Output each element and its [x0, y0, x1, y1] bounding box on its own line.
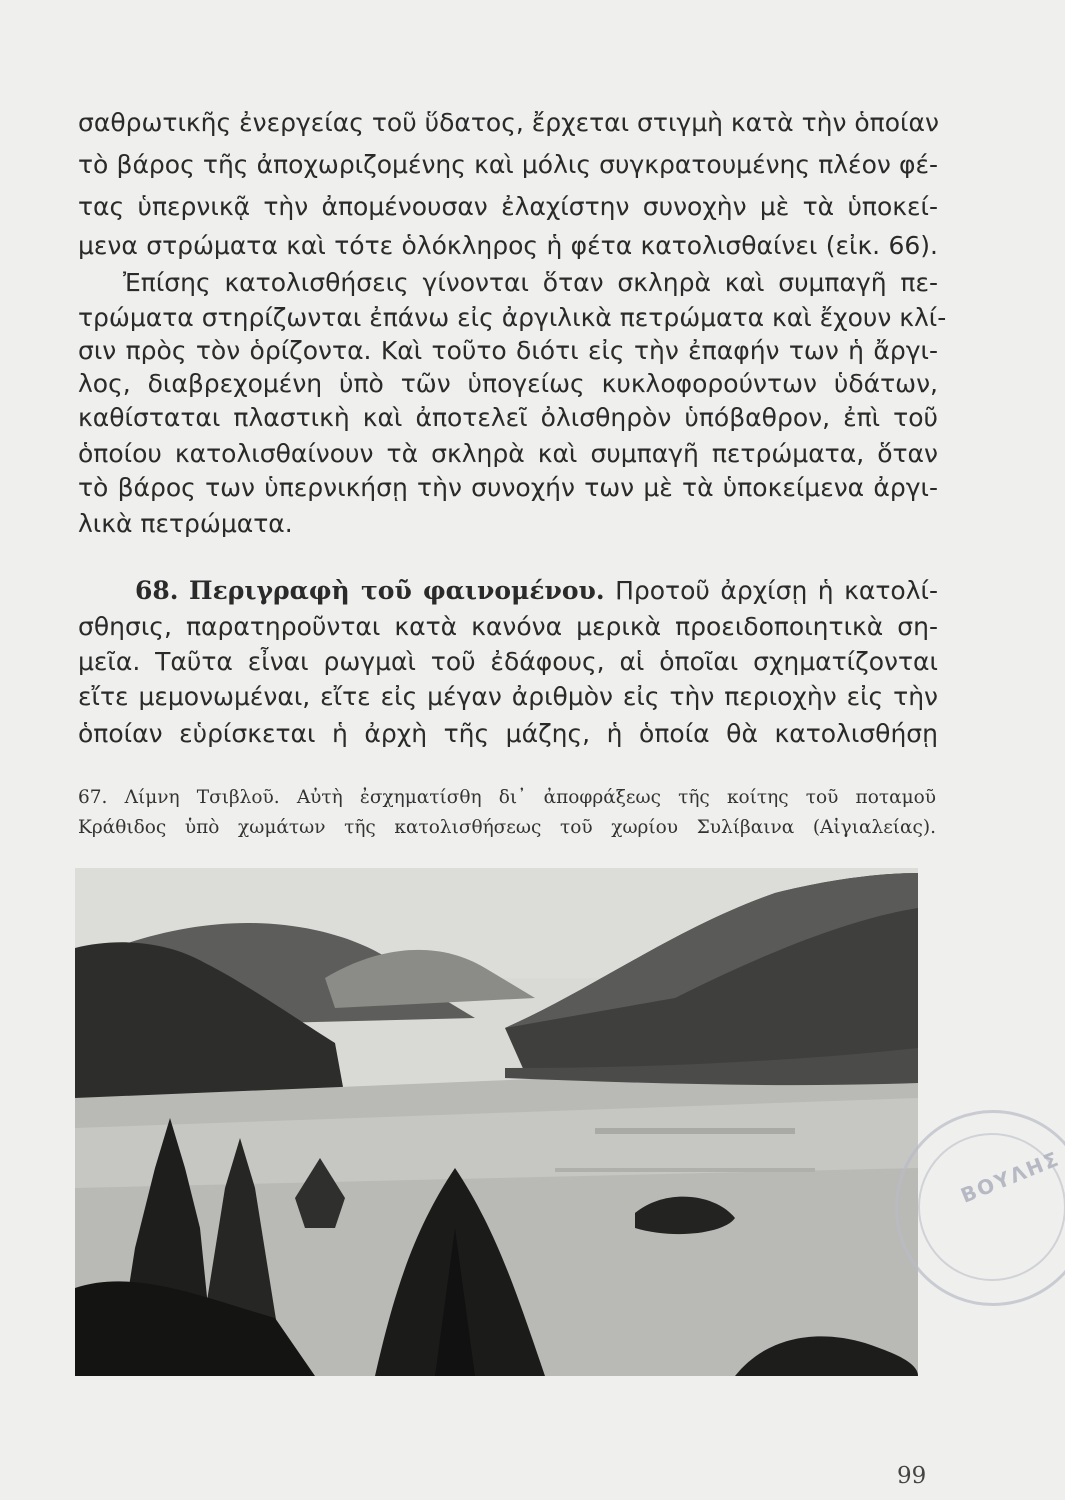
section-heading	[135, 575, 938, 607]
text-line: τας ὑπερνικᾷ τὴν ἀπομένουσαν ἐλαχίστην συνοχὴν μὲ τὰ ὑποκεί-	[78, 192, 938, 221]
text-line: τὸ βάρος των ὑπερνικήσῃ τὴν συνοχήν των μὲ τὰ ὑποκείμενα ἀργι-	[78, 473, 938, 502]
text-line: λος, διαβρεχομένη ὑπὸ τῶν ὑπογείως κυκλοφορούντων ὑδάτων,	[78, 369, 938, 398]
figure-caption-line: 67. Λίμνη Τσιβλοῦ. Αὐτὴ ἐσχηματίσθη δι᾽ ἀποφράξεως τῆς κοίτης τοῦ ποταμοῦ	[78, 787, 936, 808]
text-line: ὁποίου κατολισθαίνουν τὰ σκληρὰ καὶ συμπαγῆ πετρώματα, ὅταν	[78, 439, 938, 468]
text-line: σαθρωτικῆς ἐνεργείας τοῦ ὕδατος, ἔρχεται στιγμὴ κατὰ τὴν ὁποίαν	[78, 108, 939, 137]
text-line: Ἐπίσης κατολισθήσεις γίνονται ὅταν σκληρὰ καὶ συμπαγῆ πε-	[123, 268, 938, 297]
section-title: Περιγραφὴ τοῦ φαινομένου.	[189, 576, 605, 605]
stamp-text: ΒΟΥΛΗΣ	[957, 1146, 1064, 1208]
text-line: σθησις, παρατηροῦνται κατὰ κανόνα μερικὰ προειδοποιητικὰ ση-	[78, 612, 938, 641]
lake-landscape-image	[75, 868, 918, 1376]
text-line: σιν πρὸς τὸν ὁρίζοντα. Καὶ τοῦτο διότι εἰς τὴν ἐπαφήν των ἡ ἄργι-	[78, 336, 938, 365]
library-stamp	[895, 1110, 1065, 1306]
text-line: ὁποίαν εὑρίσκεται ἡ ἀρχὴ τῆς μάζης, ἡ ὁποία θὰ κατολισθήσῃ	[78, 719, 938, 748]
text-line: τρώματα στηρίζωνται ἐπάνω εἰς ἀργιλικὰ πετρώματα καὶ ἔχουν κλί-	[78, 303, 947, 332]
text-line: καθίσταται πλαστικὴ καὶ ἀποτελεῖ ὀλισθηρὸν ὑπόβαθρον, ἐπὶ τοῦ	[78, 403, 938, 432]
lake-photograph	[75, 868, 918, 1376]
section-number: 68.	[135, 576, 179, 605]
text-line: μεῖα. Ταῦτα εἶναι ρωγμαὶ τοῦ ἐδάφους, αἱ ὁποῖαι σχηματίζονται	[78, 647, 938, 676]
text-line: μενα στρώματα καὶ τότε ὁλόκληρος ἡ φέτα κατολισθαίνει (εἰκ. 66).	[78, 231, 938, 260]
text-line: τὸ βάρος τῆς ἀποχωριζομένης καὶ μόλις συγκρατουμένης πλέον φέ-	[78, 150, 938, 179]
text-line: εἴτε μεμονωμέναι, εἴτε εἰς μέγαν ἀριθμὸν εἰς τὴν περιοχὴν εἰς τὴν	[78, 682, 938, 711]
text-line: λικὰ πετρώματα.	[78, 509, 293, 538]
figure-caption-line: Κράθιδος ὑπὸ χωμάτων τῆς κατολισθήσεως τοῦ χωρίου Συλίβαινα (Αἰγιαλείας).	[78, 817, 936, 838]
page-number: 99	[897, 1463, 927, 1489]
section-first-line: Προτοῦ ἀρχίσῃ ἡ κατολί-	[615, 576, 938, 605]
